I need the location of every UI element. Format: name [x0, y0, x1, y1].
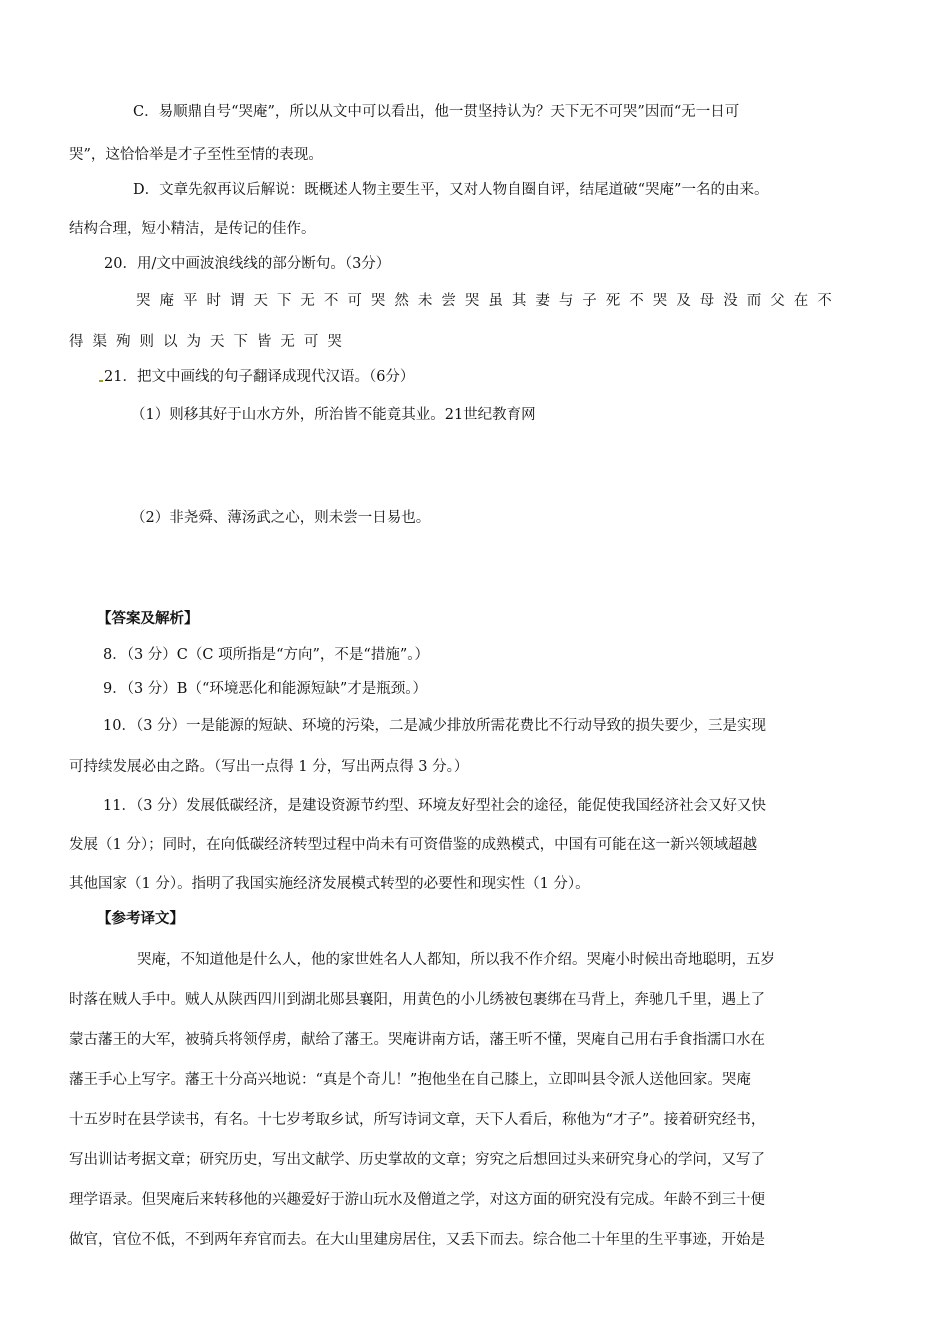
translation-line: 藩王手心上写字。藩王十分高兴地说：“真是个奇儿！”抱他坐在自己膝上，立即叫县令派人送他回家。哭庵: [69, 1072, 751, 1088]
translation-line: 写出训诂考据文章；研究历史，写出文献学、历史掌故的文章；穷究之后想回过头来研究身心的学问，又写了: [69, 1152, 765, 1168]
translation-line: 时落在贼人手中。贼人从陕西四川到湖北郧县襄阳，用黄色的小儿绣被包裹绑在马背上，奔驰几千里，遇上了: [69, 992, 765, 1008]
question-20-text-line-1: 哭庵平时谓天下无不可哭然未尝哭虽其妻与子死不哭及母没而父在不: [136, 293, 841, 309]
answer-11-line-3: 其他国家（1 分）。指明了我国实施经济发展模式转型的必要性和现实性（1 分）。: [69, 876, 590, 892]
answer-10-line-1: 10．（3 分）一是能源的短缺、环境的污染，二是减少排放所需花费比不行动导致的损失要少，三是实现: [103, 718, 767, 734]
answer-11-line-1: 11．（3 分）发展低碳经济，是建设资源节约型、环境友好型社会的途径，能促使我国经济社会又好又快: [103, 798, 767, 814]
translation-heading: 【参考译文】: [97, 910, 184, 927]
answer-9: 9．（3 分）B（“环境恶化和能源短缺”才是瓶颈。）: [103, 681, 428, 697]
question-21-item-1: （1）则移其好于山水方外，所治皆不能竟其业。21世纪教育网: [131, 407, 536, 423]
question-21-title: 21．把文中画线的句子翻译成现代汉语。（6分）: [104, 369, 415, 385]
question-20-title: 20．用/文中画波浪线线的部分断句。（3分）: [104, 256, 391, 272]
option-c-line-1: C．易顺鼎自号“哭庵”，所以从文中可以看出，他一贯坚持认为？天下无不可哭”因而“无一日可: [133, 104, 740, 120]
option-c-line-2: 哭”，这恰恰举是才子至性至情的表现。: [69, 147, 323, 163]
answer-8: 8．（3 分）C（C 项所指是“方向”，不是“措施”。）: [103, 647, 430, 663]
question-20-text-line-2: 得渠殉则以为天下皆无可哭: [69, 334, 351, 350]
translation-line: 蒙古藩王的大军，被骑兵将领俘虏，献给了藩王。哭庵讲南方话，藩王听不懂，哭庵自己用右手食指濡口水在: [69, 1032, 765, 1048]
annotation-mark: [99, 380, 103, 382]
option-d-line-1: D．文章先叙再议后解说：既概述人物主要生平，又对人物自圈自评，结尾道破“哭庵”一名的由来。: [133, 182, 769, 198]
answer-10-line-2: 可持续发展必由之路。（写出一点得 1 分，写出两点得 3 分。）: [69, 759, 469, 775]
translation-line: 十五岁时在县学读书，有名。十七岁考取乡试，所写诗词文章，天下人看后，称他为“才子”。接着研究经书，: [69, 1112, 766, 1128]
translation-line: 做官，官位不低，不到两年弃官而去。在大山里建房居住，又丢下而去。综合他二十年里的生平事迹，开始是: [69, 1232, 765, 1248]
answers-heading: 【答案及解析】: [97, 610, 199, 627]
translation-line: 理学语录。但哭庵后来转移他的兴趣爱好于游山玩水及僧道之学，对这方面的研究没有完成。年龄不到三十便: [69, 1192, 765, 1208]
question-21-item-2: （2）非尧舜、薄汤武之心，则未尝一日易也。: [131, 510, 431, 526]
answer-11-line-2: 发展（1 分）；同时，在向低碳经济转型过程中尚未有可资借鉴的成熟模式，中国有可能在这一新兴领域超越: [69, 837, 758, 853]
option-d-line-2: 结构合理，短小精洁，是传记的佳作。: [69, 221, 316, 237]
translation-line: 哭庵，不知道他是什么人，他的家世姓名人人都知，所以我不作介绍。哭庵小时候出奇地聪明，五岁: [137, 952, 775, 968]
